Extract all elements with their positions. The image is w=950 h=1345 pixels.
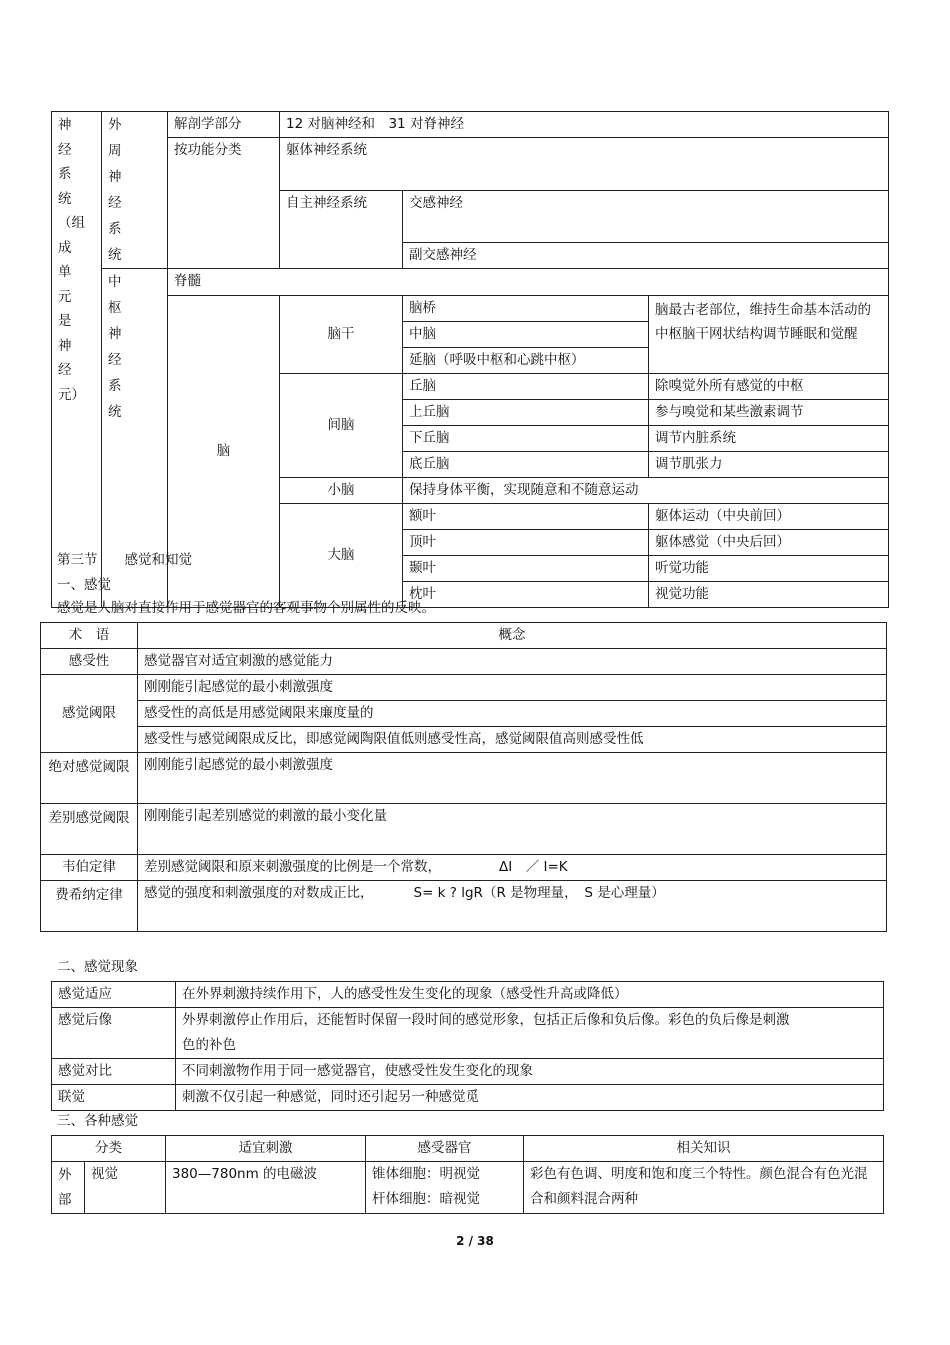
vision-receptors	[366, 1162, 524, 1214]
cerebrum-part: 枕叶	[403, 582, 649, 608]
cerebellum-label: 小脑	[280, 478, 403, 504]
diencephalon-part: 上丘脑	[403, 400, 649, 426]
header-concept: 概念	[138, 623, 887, 649]
term-difference-threshold: 差别感觉阈限	[41, 804, 138, 855]
nervous-system-table	[51, 111, 889, 608]
weber-formula: ΔI ／ I=K	[499, 859, 568, 875]
header-stimulus: 适宜刺激	[166, 1136, 366, 1162]
vision-knowledge: 彩色有色调、明度和饱和度三个特性。颜色混合有色光混合和颜料混合两种	[524, 1162, 884, 1214]
header-knowledge: 相关知识	[524, 1136, 884, 1162]
term-fechner-law: 费希纳定律	[41, 881, 138, 932]
cerebrum-function: 躯体运动（中央前回）	[649, 504, 889, 530]
diencephalon-function: 调节肌张力	[649, 452, 889, 478]
cerebellum-function: 保持身体平衡，实现随意和不随意运动	[403, 478, 889, 504]
cerebrum-function: 躯体感觉（中央后回）	[649, 530, 889, 556]
function-label: 按功能分类	[168, 138, 280, 269]
part3-title: 三、各种感觉	[57, 1113, 138, 1129]
anatomy-value: 12 对脑神经和 31 对脊神经	[280, 112, 889, 138]
brainstem-note: 脑最古老部位，维持生命基本活动的中枢脑干网状结构调节睡眠和觉醒	[649, 296, 889, 374]
header-receptor: 感受器官	[366, 1136, 524, 1162]
cerebrum-part: 额叶	[403, 504, 649, 530]
receptivity-definition: 感觉器官对适宜刺激的感觉能力	[138, 649, 887, 675]
brainstem-part: 延脑（呼吸中枢和心跳中枢）	[403, 348, 649, 374]
phenomena-table	[51, 981, 884, 1111]
threshold-definition: 感受性与感觉阈限成反比，即感觉阈陶限值低则感受性高，感觉阈限值高则感受性低	[138, 727, 887, 753]
part2-title: 二、感觉现象	[57, 959, 138, 975]
central-label: 中枢神经系统	[102, 269, 168, 608]
diencephalon-function: 调节内脏系统	[649, 426, 889, 452]
diencephalon-function: 除嗅觉外所有感觉的中枢	[649, 374, 889, 400]
brainstem-part: 中脑	[403, 322, 649, 348]
anatomy-label: 解剖学部分	[168, 112, 280, 138]
sensation-definition: 感觉是人脑对直接作用于感觉器官的客观事物个别属性的反映。	[57, 600, 435, 616]
term-threshold: 感觉阈限	[41, 675, 138, 753]
cerebrum-function: 听觉功能	[649, 556, 889, 582]
spinal-cord: 脊髓	[168, 269, 889, 296]
phenomenon-term: 感觉适应	[52, 982, 176, 1008]
diencephalon-part: 底丘脑	[403, 452, 649, 478]
senses-table	[51, 1135, 884, 1214]
phenomenon-term: 感觉后像	[52, 1008, 176, 1059]
fechner-formula: S= k ? lgR（R 是物理量， S 是心理量）	[413, 885, 665, 901]
header-term: 术 语	[41, 623, 138, 649]
diencephalon-part: 丘脑	[403, 374, 649, 400]
threshold-definition: 感受性的高低是用感觉阈限来廉度量的	[138, 701, 887, 727]
page-number: 2 / 38	[456, 1234, 494, 1248]
term-absolute-threshold: 绝对感觉阈限	[41, 753, 138, 804]
cerebrum-part: 顶叶	[403, 530, 649, 556]
threshold-definition: 刚刚能引起感觉的最小刺激强度	[138, 675, 887, 701]
brainstem-label: 脑干	[280, 296, 403, 374]
weber-law-text: 差别感觉阈限和原来刺激强度的比例是一个常数，	[144, 859, 441, 875]
autonomic-nervous-system: 自主神经系统	[280, 190, 403, 269]
phenomenon-term: 联觉	[52, 1085, 176, 1111]
phenomenon-description: 在外界刺激持续作用下，人的感受性发生变化的现象（感受性升高或降低）	[176, 982, 884, 1008]
group-external: 外部	[52, 1162, 85, 1214]
parasympathetic: 副交感神经	[403, 243, 889, 269]
absolute-threshold-definition: 刚刚能引起感觉的最小刺激强度	[138, 753, 887, 804]
phenomenon-term: 感觉对比	[52, 1059, 176, 1085]
fechner-law-definition	[138, 881, 887, 932]
rod-cells: 杆体细胞：暗视觉	[372, 1191, 480, 1207]
brain-label: 脑	[168, 296, 280, 608]
fechner-law-text: 感觉的强度和刺激强度的对数成正比，	[144, 885, 374, 901]
phenomenon-description: 外界刺激停止作用后，还能暂时保留一段时间的感觉形象，包括正后像和负后像。彩色的负后像是刺激色的补色	[176, 1008, 884, 1059]
diencephalon-part: 下丘脑	[403, 426, 649, 452]
weber-law-definition	[138, 855, 887, 881]
somatic-nervous-system: 躯体神经系统	[280, 138, 889, 191]
term-table	[40, 622, 887, 932]
phenomenon-description: 刺激不仅引起一种感觉，同时还引起另一种感觉觅	[176, 1085, 884, 1111]
cerebrum-part: 颞叶	[403, 556, 649, 582]
term-weber-law: 韦伯定律	[41, 855, 138, 881]
part1-title: 一、感觉	[57, 577, 111, 593]
cerebrum-function: 视觉功能	[649, 582, 889, 608]
sympathetic: 交感神经	[403, 190, 889, 243]
vision-stimulus: 380—780nm 的电磁波	[166, 1162, 366, 1214]
difference-threshold-definition: 刚刚能引起差别感觉的刺激的最小变化量	[138, 804, 887, 855]
term-receptivity: 感受性	[41, 649, 138, 675]
header-category: 分类	[52, 1136, 166, 1162]
diencephalon-label: 间脑	[280, 374, 403, 478]
nervous-system-label: 神经系统（组成单元是神经元）	[52, 112, 102, 608]
cone-cells: 锥体细胞：明视觉	[372, 1166, 480, 1182]
section-title: 第三节 感觉和知觉	[57, 552, 192, 568]
cerebrum-label: 大脑	[280, 504, 403, 608]
phenomenon-description: 不同刺激物作用于同一感觉器官，使感受性发生变化的现象	[176, 1059, 884, 1085]
brainstem-part: 脑桥	[403, 296, 649, 322]
diencephalon-function: 参与嗅觉和某些激素调节	[649, 400, 889, 426]
peripheral-label: 外周神经系统	[102, 112, 168, 269]
sense-vision: 视觉	[85, 1162, 166, 1214]
